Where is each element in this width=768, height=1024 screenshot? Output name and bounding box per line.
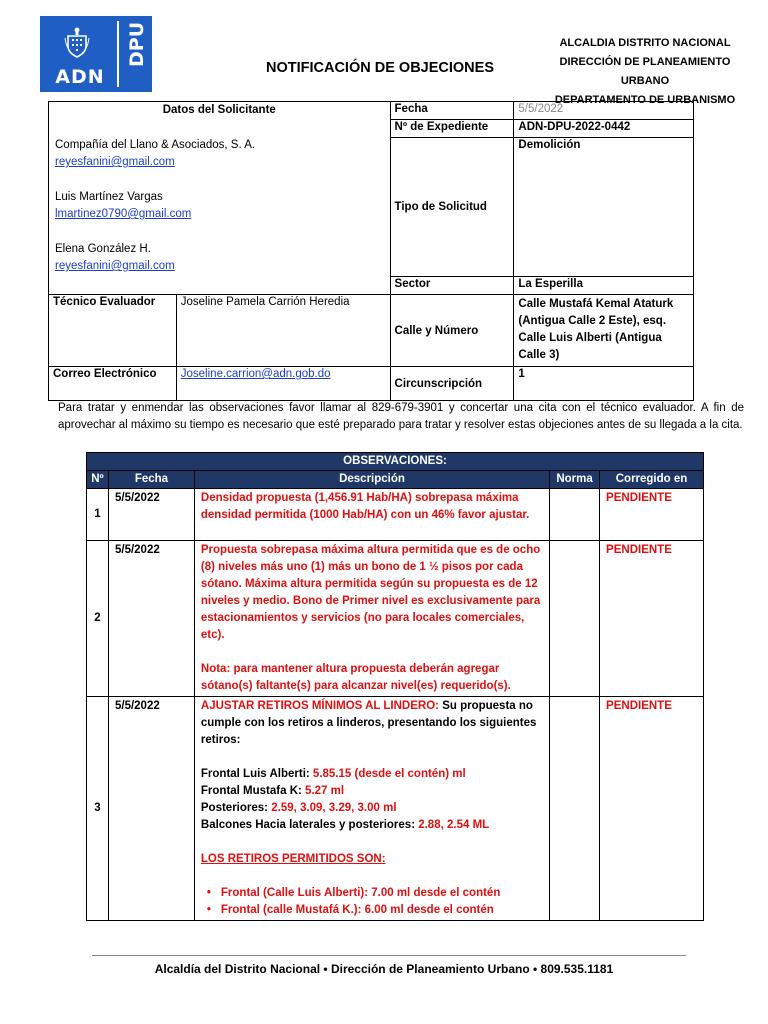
col-header-corregido: Corregido en xyxy=(600,471,704,489)
row-status: PENDIENTE xyxy=(600,697,704,921)
row-status: PENDIENTE xyxy=(600,489,704,541)
applicant-company: Compañía del Llano & Asociados, S. A. xyxy=(55,139,256,151)
retiro-item xyxy=(201,766,543,783)
retiro-label: Frontal Luis Alberti: xyxy=(200,768,313,780)
col-header-n: Nº xyxy=(87,471,109,489)
circunscripcion-label: Circunscripción xyxy=(390,367,514,401)
applicant-person-2: Elena González H. xyxy=(55,243,151,255)
calle-label: Calle y Número xyxy=(390,295,514,367)
retiro-value: 2.59, 3.09, 3.29, 3.00 ml xyxy=(271,802,397,814)
fecha-value: 5/5/2022 xyxy=(514,102,694,120)
retiros-heading: AJUSTAR RETIROS MÍNIMOS AL LINDERO: xyxy=(200,700,439,712)
tecnico-label: Técnico Evaluador xyxy=(49,295,177,367)
col-header-fecha: Fecha xyxy=(108,471,194,489)
sector-label: Sector xyxy=(390,277,514,295)
tecnico-name: Joseline Pamela Carrión Heredia xyxy=(176,295,390,367)
row-description-note: Nota: para mantener altura propuesta deberán agregar sótano(s) faltante(s) para alcanzar nivel(es) requerido(s). xyxy=(200,663,511,692)
row-description: Densidad propuesta (1,456.91 Hab/HA) sobrepasa máxima densidad permitida (1000 Hab/HA) con un 46% favor ajustar. xyxy=(194,489,549,541)
row-norma xyxy=(550,697,600,921)
expediente-value: ADN-DPU-2022-0442 xyxy=(514,120,694,138)
sector-value: La Esperilla xyxy=(514,277,694,295)
row-norma xyxy=(550,541,600,697)
request-info-table xyxy=(48,101,694,401)
observations-table xyxy=(86,452,704,921)
retiro-item xyxy=(201,800,543,817)
correo-label: Correo Electrónico xyxy=(49,367,177,401)
expediente-label: Nº de Expediente xyxy=(390,120,514,138)
logo-divider xyxy=(117,21,119,87)
row-fecha: 5/5/2022 xyxy=(108,489,194,541)
coat-of-arms-icon xyxy=(64,26,90,60)
retiro-label: Frontal Mustafa K: xyxy=(200,785,306,797)
retiro-value: 5.85.15 (desde el contén) ml xyxy=(312,768,466,780)
retiros-intro: Su propuesta no cumple con los retiros a linderos, presentando los siguientes retiros: xyxy=(200,700,537,746)
row-description-cell xyxy=(194,697,549,921)
circunscripcion-value: 1 xyxy=(514,367,694,401)
logo-adn-text: ADN xyxy=(55,66,105,88)
retiro-label: Posteriores: xyxy=(200,802,272,814)
row-description: Propuesta sobrepasa máxima altura permitida que es de ocho (8) niveles más uno (1) más un bono de 1 ½ pisos por cada sótano. Máxima altura permitida según su propuesta es de 12 niveles y medio. Bono de Primer nivel es exclusivamente para estacionamientos y servicios (no para locales comerciales, etc). xyxy=(200,544,541,641)
row-norma xyxy=(550,489,600,541)
document-title: NOTIFICACIÓN DE OBJECIONES xyxy=(266,60,494,76)
row-description-cell xyxy=(194,541,549,697)
row-fecha: 5/5/2022 xyxy=(108,697,194,921)
row-number: 2 xyxy=(87,541,109,697)
fecha-label: Fecha xyxy=(390,102,514,120)
applicant-person-1-email[interactable]: lmartinez0790@gmail.com xyxy=(55,208,192,220)
applicant-company-email[interactable]: reyesfanini@gmail.com xyxy=(55,156,175,168)
tipo-solicitud-value: Demolición xyxy=(514,138,694,277)
instructions-note: Para tratar y enmendar las observaciones favor llamar al 829-679-3901 y concertar una cita con el técnico evaluador. A fin de aprovechar al máximo su tiempo es necesario que esté preparado para tratar y resolver estas objeciones antes de su llegada a la cita. xyxy=(58,402,744,431)
retiro-item xyxy=(201,783,543,800)
tecnico-email[interactable]: Joseline.carrion@adn.gob.do xyxy=(180,368,331,380)
col-header-norma: Norma xyxy=(550,471,600,489)
organization-header xyxy=(535,34,755,110)
applicant-person-1: Luis Martínez Vargas xyxy=(55,191,163,203)
retiro-value: 2.88, 2.54 ML xyxy=(418,819,490,831)
applicant-header: Datos del Solicitante xyxy=(162,104,276,116)
table-row xyxy=(87,489,704,541)
row-fecha: 5/5/2022 xyxy=(108,541,194,697)
table-row xyxy=(87,697,704,921)
retiro-item xyxy=(201,817,543,834)
row-number: 3 xyxy=(87,697,109,921)
adn-dpu-logo xyxy=(40,16,152,92)
row-number: 1 xyxy=(87,489,109,541)
tecnico-email-cell xyxy=(176,367,390,401)
tipo-solicitud-label: Tipo de Solicitud xyxy=(390,138,514,277)
org-line-3: DEPARTAMENTO DE URBANISMO xyxy=(554,94,736,106)
table-row xyxy=(87,541,704,697)
retiro-label: Balcones Hacia laterales y posteriores: xyxy=(200,819,419,831)
footer-divider xyxy=(92,955,686,956)
page-footer: Alcaldía del Distrito Nacional • Dirección de Planeamiento Urbano • 809.535.1181 xyxy=(154,962,614,976)
retiro-value: 5.27 ml xyxy=(305,785,345,797)
org-line-1: ALCALDIA DISTRITO NACIONAL xyxy=(559,37,731,49)
calle-value: Calle Mustafá Kemal Ataturk (Antigua Calle 2 Este), esq. Calle Luis Alberti (Antigua Calle 3) xyxy=(514,295,694,367)
permitido-bullet: • Frontal (calle Mustafá K.): 6.00 ml desde el contén xyxy=(201,902,543,919)
permitidos-heading: LOS RETIROS PERMITIDOS SON: xyxy=(200,853,386,865)
observations-title: OBSERVACIONES: xyxy=(87,453,704,471)
applicant-person-2-email[interactable]: reyesfanini@gmail.com xyxy=(55,260,175,272)
logo-dpu-text: DPU xyxy=(126,21,148,67)
permitido-bullet: • Frontal (Calle Luis Alberti): 7.00 ml desde el contén xyxy=(201,885,543,902)
org-line-2: DIRECCIÓN DE PLANEAMIENTO URBANO xyxy=(559,56,731,87)
applicant-cell xyxy=(49,102,391,295)
col-header-descripcion: Descripción xyxy=(194,471,549,489)
row-status: PENDIENTE xyxy=(600,541,704,697)
